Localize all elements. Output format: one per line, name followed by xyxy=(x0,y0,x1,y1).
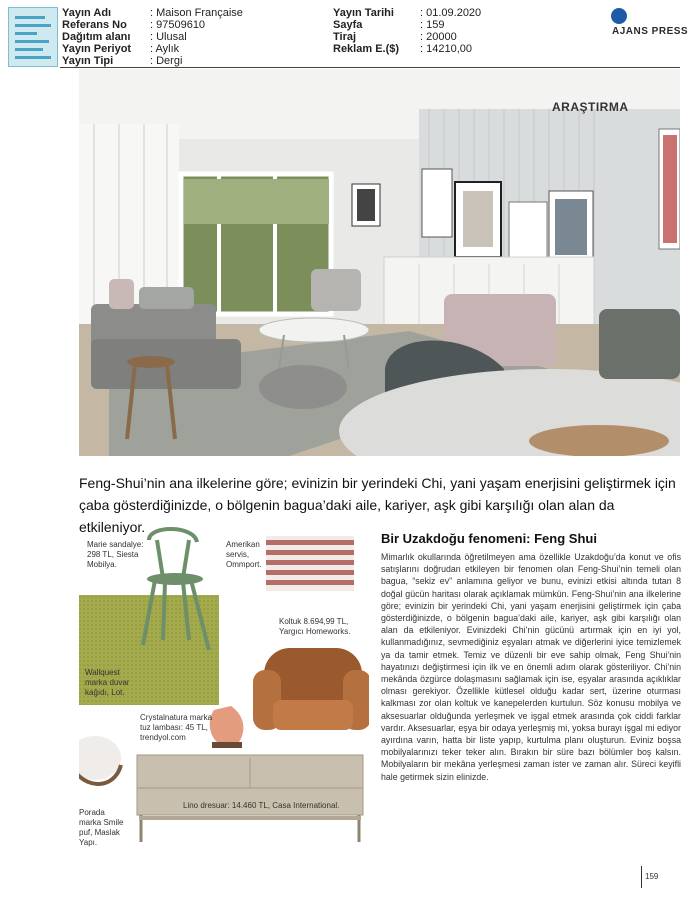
living-room-illustration xyxy=(79,69,680,456)
meta-label-wrap xyxy=(62,7,111,19)
meta-value: : 97509610 xyxy=(150,19,206,31)
meta-label: Yayın Periyot xyxy=(62,43,132,55)
meta-label-wrap xyxy=(333,7,394,19)
page-number-rule xyxy=(641,866,642,888)
meta-label-wrap xyxy=(62,43,131,55)
product-label-puf: Porada marka Smile puf, Maslak Yapı. xyxy=(79,808,124,847)
header-divider xyxy=(60,67,680,68)
meta-value: : 14210,00 xyxy=(420,43,472,55)
meta-label-wrap xyxy=(333,31,356,43)
meta-label: Yayın Adı xyxy=(62,7,112,19)
meta-value: : Maison Française xyxy=(150,7,243,19)
product-label-wallquest: Wallquest marka duvar kağıdı, Lot. xyxy=(85,668,130,697)
press-clipping-header xyxy=(0,0,689,70)
meta-label-wrap xyxy=(62,55,113,67)
meta-value: : Aylık xyxy=(150,43,180,55)
meta-value: : 01.09.2020 xyxy=(420,7,482,19)
logo-text: AJANS PRESS xyxy=(612,26,689,37)
page-number: 159 xyxy=(645,872,659,881)
meta-label: Yayın Tarihi xyxy=(333,7,394,19)
product-collage xyxy=(79,520,369,860)
product-label-servis: Amerikan servis, Ommport. xyxy=(226,540,262,569)
product-label-lamp: Crystalnatura marka tuz lambası: 45 TL, trendyol.com xyxy=(140,713,213,742)
meta-label: Tiraj xyxy=(333,31,357,43)
meta-label-wrap xyxy=(62,19,127,31)
living-room-photo xyxy=(79,69,680,456)
meta-label-wrap xyxy=(62,31,130,43)
meta-label-wrap xyxy=(333,43,399,55)
meta-label: Dağıtım alanı xyxy=(62,31,131,43)
meta-label: Referans No xyxy=(62,19,127,31)
product-label-chair: Marie sandalye: 298 TL, Siesta Mobilya. xyxy=(87,540,144,569)
meta-label: Reklam E.($) xyxy=(333,43,400,55)
product-label-dresuar: Lino dresuar: 14.460 TL, Casa International. xyxy=(183,801,340,810)
article-body: Mimarlık okullarında öğretilmeyen ama özellikle Uzakdoğu’da konut ve ofis satışlarını doğrudan etkileyen bir fenomen olan Feng-Shui’nin temeli olan bagua, “sekiz ev” anlamına geliyor ve bunu, evinizi etkisi altında tutan 8 doğal gücün haritası olarak açıklamak mümkün. Feng-Shui’nin ana ilkelerine göre; evinizin bir yerindeki Chi, yani yaşam enerjisini geliştirmek için çaba gösterdiğinizde, o bölgenin bagua’daki aile, kariyer, aşk gibi karşılığı olan alan da etkileniyor. Evinizdeki Chi’nin gücünü artırmak için en iyi yol, kullanmadığınız, sevmediğiniz eşyaları atmak ve diğerlerini iyice temizlemek ya da tamir etmek. Temiz ve düzenli bir eve sahip olmak, Feng Shui’nin hayatınızı değiştirmesi için ilk ve en önemli adım olarak gösteriliyor. Chi’nin mekânda özgürce dolaşmasını sağlamak için ise, eşyalar arasında açıklıklar olması gerekiyor. Özellikle kütlesel olduğu kadar sert, üzerine oturması kalkması zor olan koltuk ve kanepelerden kurtulun. Söz konusu mobilya ve aksesuarlar olduğunda yerleşmek ve işgal etmek arasında çok ciddi farklar vardır. Aksesuarlar, eşya bir odaya yerleşmiş mi, yoksa burayı işgal mi ediyor ayırdına varın, hatta bir liste yapıp, kurtulma planı oluşturun. Eviniz boşsa mobilyalarınızı teker teker alın. Bırakın bir süre bazı bölümler boş kalsın. Mobilyaların bir mekâna yerleşmesi zaman ister ve zaman alır. Süreci keyifli hale getirmek sizin elinizde. xyxy=(381,552,681,782)
meta-label-wrap xyxy=(333,19,362,31)
page-thumbnail xyxy=(8,7,58,67)
ajans-press-logo xyxy=(611,8,689,38)
article-title: Bir Uzakdoğu fenomeni: Feng Shui xyxy=(381,531,597,546)
meta-value: : Ulusal xyxy=(150,31,187,43)
meta-label: Sayfa xyxy=(333,19,363,31)
section-label: ARAŞTIRMA xyxy=(552,100,629,114)
ajans-press-logo-icon xyxy=(611,8,627,24)
meta-value: : Dergi xyxy=(150,55,183,67)
photo-caption: Feng-Shui’nin ana ilkelerine göre; evinizin bir yerindeki Chi, yani yaşam enerjisini geliştirmek için çaba gösterdiğinizde, o bölgenin bagua’daki aile, kariyer, aşk gibi karşılığı olan alan da etkileniyor. xyxy=(79,475,676,535)
meta-value: : 159 xyxy=(420,19,445,31)
meta-label: Yayın Tipi xyxy=(62,55,114,67)
meta-value: : 20000 xyxy=(420,31,457,43)
product-label-koltuk: Koltuk 8.694,99 TL, Yargıcı Homeworks. xyxy=(279,617,351,636)
